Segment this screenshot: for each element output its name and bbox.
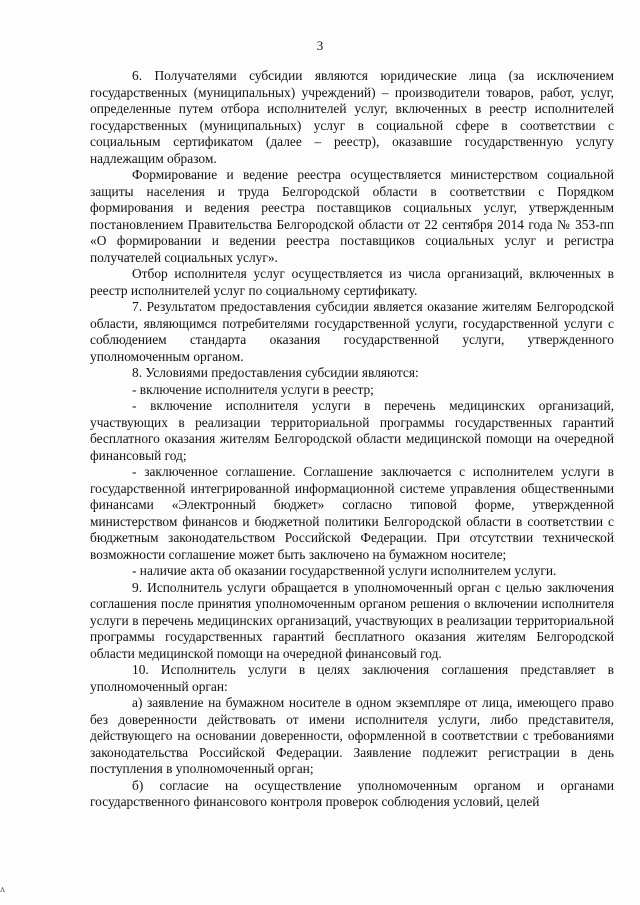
paragraph-9: 9. Исполнитель услуги обращается в уполномоченный орган с целью заключения соглашения после принятия уполномоченным органом решения о включении исполнителя услуги в перечень медицинских организаций, участвующих в реализации территориальной программы государственных гарантий бесплатного оказания жителям Белгородской области медицинской помощи на очередной финансовый год. [90, 579, 614, 661]
paragraph-executor-selection: Отбор исполнителя услуг осуществляется из числа организаций, включенных в реестр исполнителей услуг по социальному сертификату. [90, 266, 614, 298]
paragraph-10: 10. Исполнитель услуги в целях заключения соглашения представляет в уполномоченный орган: [90, 662, 614, 694]
condition-item-agreement: - заключенное соглашение. Соглашение заключается с исполнителем услуги в государственной интегрированной информационной системе управления общественными финансами «Электронный бюджет» согласно типовой форме, утвержденной министерством финансов и бюджетной политики Белгородской области в соответствии с бюджетным законодательством Российской Федерации. При отсутствии технической возможности соглашение может быть заключено на бумажном носителе; [90, 464, 614, 562]
paragraph-8: 8. Условиями предоставления субсидии являются: [132, 365, 419, 380]
condition-item-registry: - включение исполнителя услуги в реестр; [132, 381, 374, 397]
paragraph-7: 7. Результатом предоставления субсидии является оказание жителям Белгородской области, являющимся потребителями государственной услуги, государственной услуги с соблюдением стандарта оказания государственной услуги, утвержденного уполномоченным органом. [90, 299, 614, 364]
page-number: 3 [316, 38, 324, 53]
paragraph-10-b: б) согласие на осуществление уполномоченным органом и органами государственного финансового контроля проверок соблюдения условий, целей [90, 777, 614, 809]
scan-mark: ʌ [0, 884, 5, 895]
document-body [90, 68, 614, 811]
paragraph-6: 6. Получателями субсидии являются юридические лица (за исключением государственных (муниципальных) учреждений) – производители товаров, работ, услуг, определенные путем отбора исполнителей услуг, включенных в реестр исполнителей государственных (муниципальных) услуг в социальной сфере в соответствии с социальным сертификатом (далее – реестр), оказавшие государственную услугу надлежащим образом. [90, 68, 614, 166]
paragraph-registry-formation: Формирование и ведение реестра осуществляется министерством социальной защиты населения и труда Белгородской области в соответствии с Порядком формирования и ведения реестра поставщиков социальных услуг, утвержденным постановлением Правительства Белгородской области от 22 сентября 2014 года № 353-пп «О формировании и ведении реестра поставщиков социальных услуг и регистра получателей социальных услуг». [90, 167, 614, 265]
paragraph-10-a: а) заявление на бумажном носителе в одном экземпляре от лица, имеющего право без доверенности действовать от имени исполнителя услуги, либо представителя, действующего на основании доверенности, оформленной в соответствии с требованиями законодательства Российской Федерации. Заявление подлежит регистрации в день поступления в уполномоченный орган; [90, 695, 614, 776]
condition-item-act: - наличие акта об оказании государственной услуги исполнителем услуги. [132, 563, 557, 578]
condition-item-medical-list: - включение исполнителя услуги в перечень медицинских организаций, участвующих в реализации территориальной программы государственных гарантий бесплатного оказания жителям Белгородской области медицинской помощи на очередной финансовый год; [90, 398, 614, 463]
